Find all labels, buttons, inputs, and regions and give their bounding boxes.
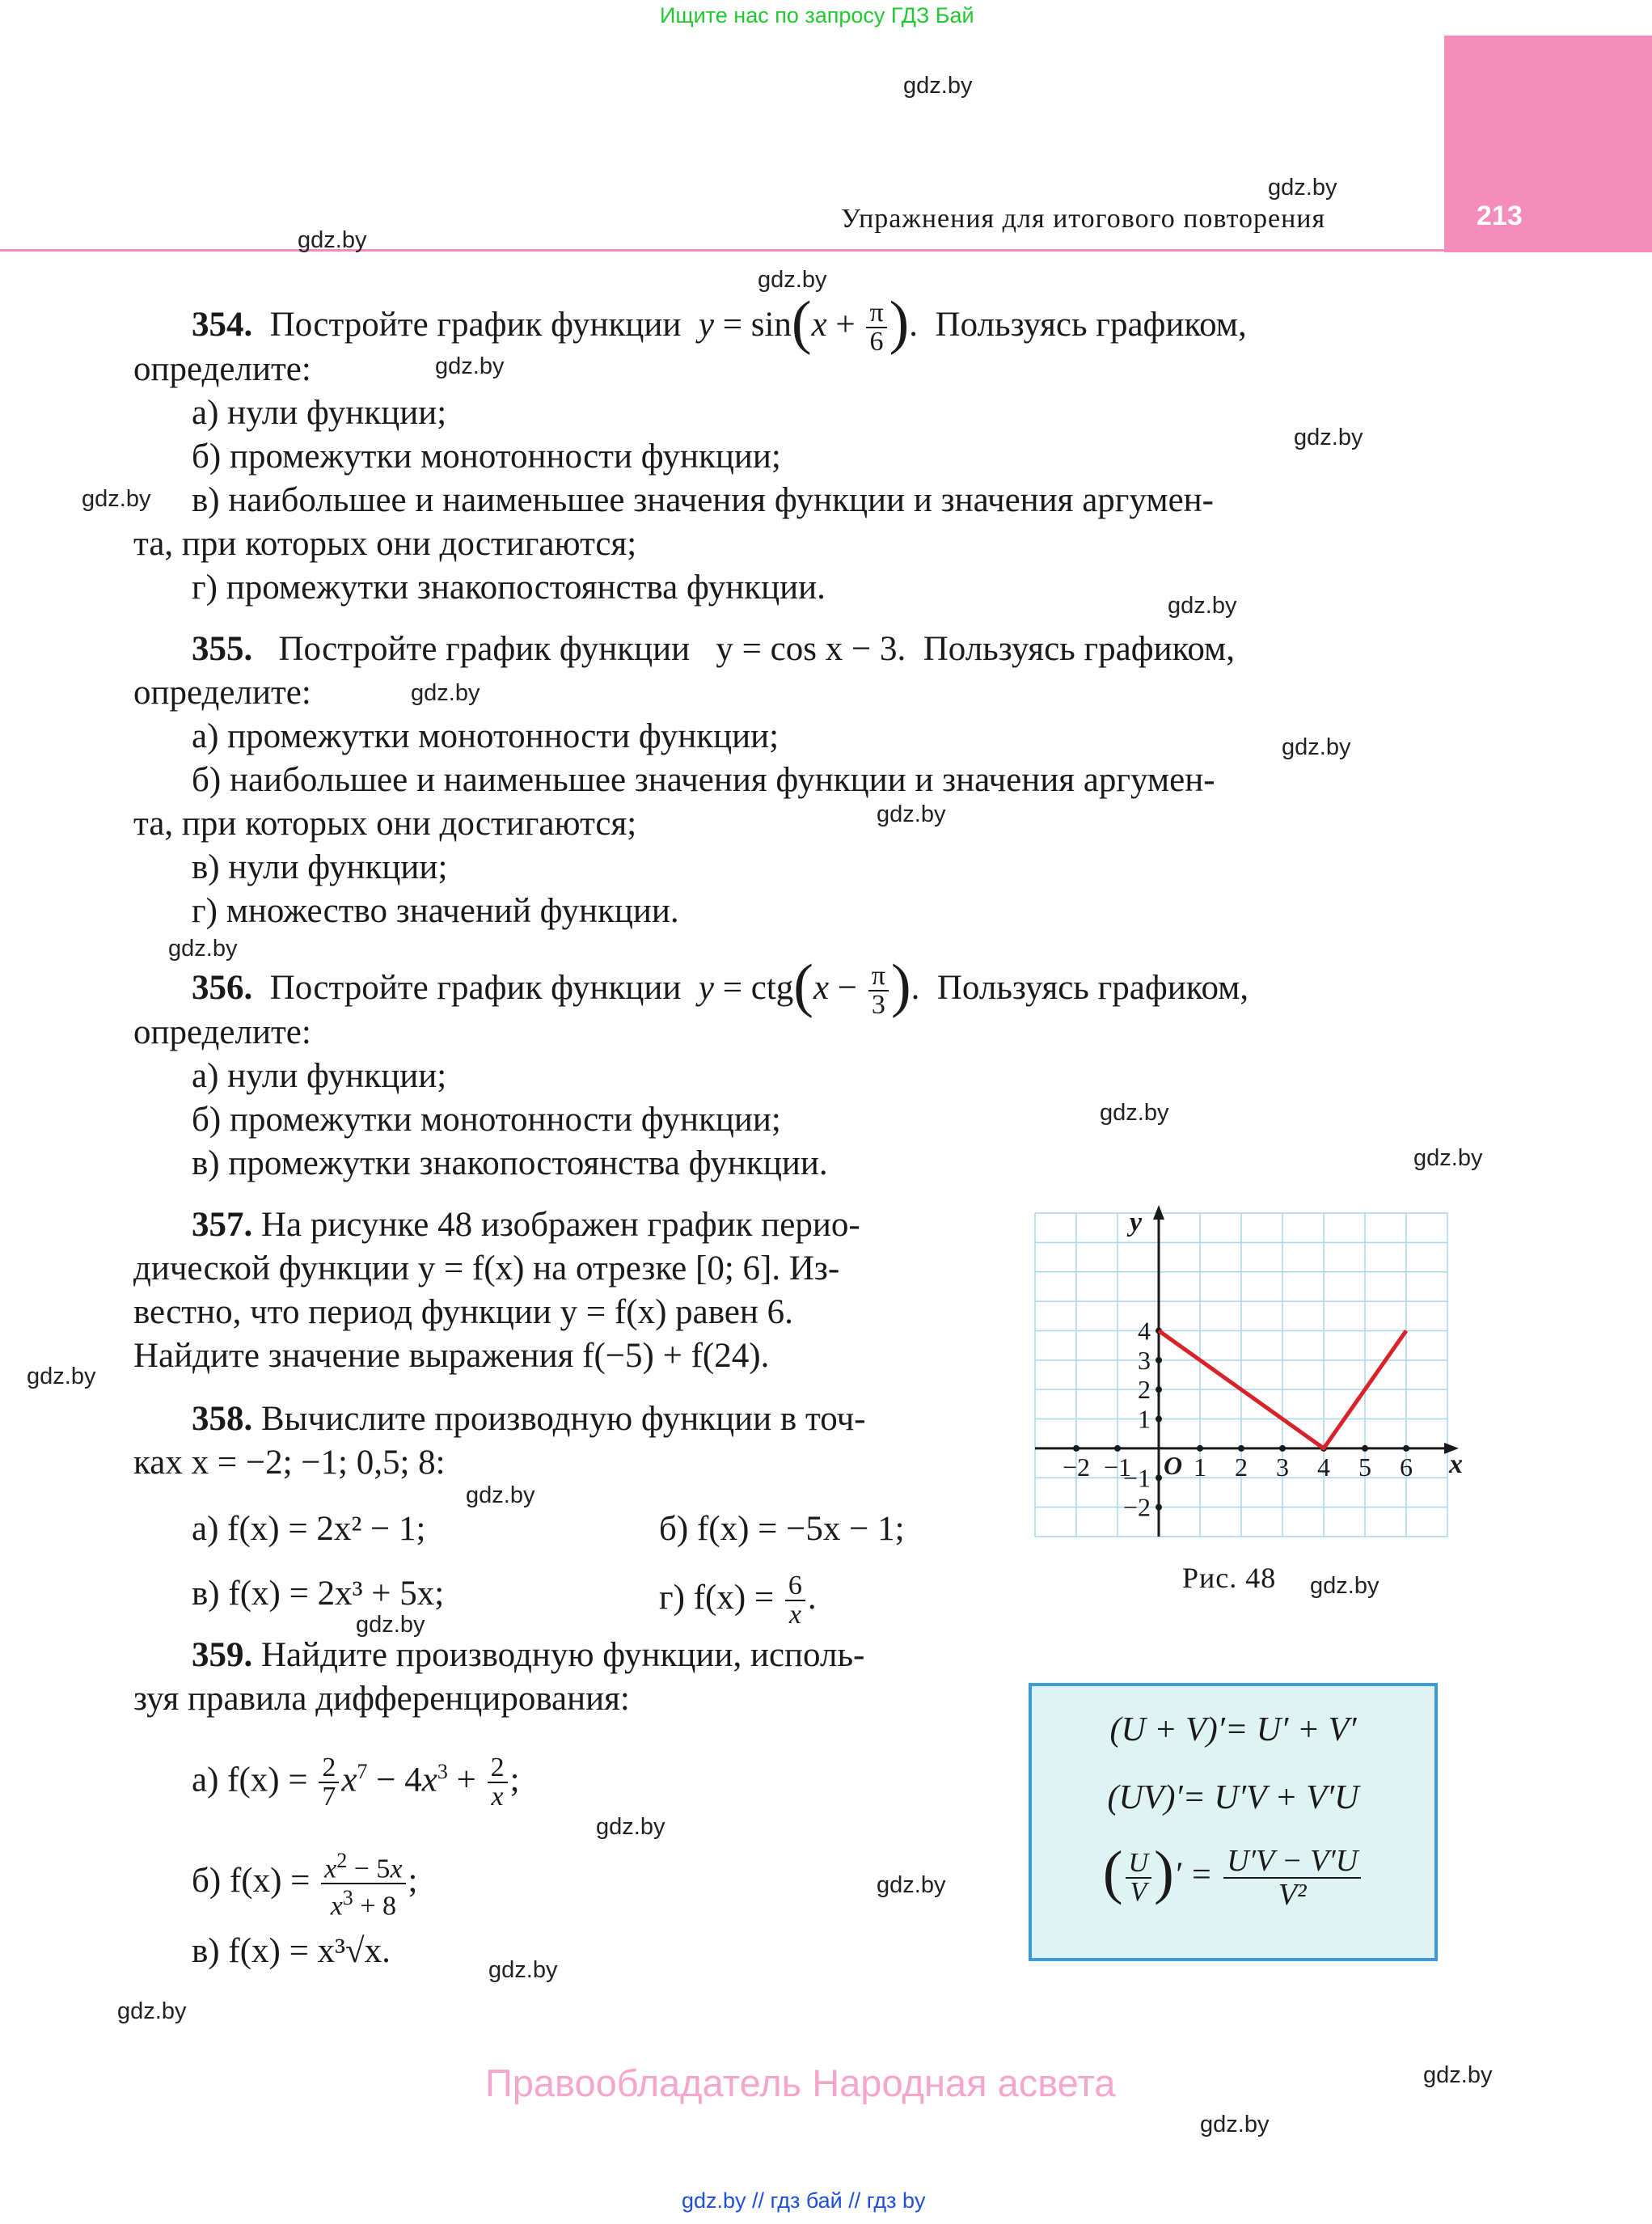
y-axis-arrow [1153,1205,1164,1220]
watermark: gdz.by [1413,1145,1483,1171]
quotient-rule: ( $\frac{U}{V}$ )′ = $\frac{U'V - V'U}{\text{V²}}$ [1032,1845,1434,1911]
running-head: Упражнения для итогового повторения [841,204,1326,234]
watermark: gdz.by [1268,175,1337,201]
x-tick-label: −1 [1103,1452,1132,1482]
x-tick-dot [1279,1445,1286,1452]
watermark: gdz.by [1310,1573,1379,1599]
y-tick-label: 3 [1138,1345,1151,1375]
exercise-354-item-c-cont: та, при которых они достигаются; [133,525,637,563]
watermark: gdz.by [27,1364,96,1389]
exercise-356-item-c: в) промежутки знакопостоянства функции. [192,1144,828,1182]
exercise-359-item-c: в) f(x) = x³√x. [192,1932,391,1970]
figure-caption: Рис. 48 [1182,1562,1277,1594]
x-tick-label: 1 [1194,1452,1206,1482]
exercise-355-item-b: б) наибольшее и наименьшее значения функции и значения аргумен- [192,761,1215,799]
header-rule [0,249,1444,252]
exercise-358-line1: 358. Вычислите производную функции в точ- [192,1400,866,1438]
page-tab [1444,36,1652,252]
watermark: gdz.by [117,1998,187,2024]
y-axis-label: y [1130,1207,1143,1237]
copyright-note: Правообладатель Народная асвета [485,2061,1116,2104]
watermark: gdz.by [1282,734,1351,760]
y-tick-label: −1 [1122,1463,1151,1493]
watermark: gdz.by [1168,593,1237,619]
watermark: gdz.by [411,680,480,706]
watermark: gdz.by [596,1814,665,1840]
top-banner: Ищите нас по запросу ГДЗ Бай [660,3,974,27]
origin-label: O [1164,1450,1183,1480]
watermark: gdz.by [903,73,973,99]
x-tick-dot [1073,1445,1080,1452]
exercise-355-item-d: г) множество значений функции. [192,892,679,930]
page-number: 213 [1477,201,1523,231]
exercise-355-item-c: в) нули функции; [192,848,448,886]
exercise-354-item-b: б) промежутки монотонности функции; [192,438,781,476]
exercise-356-item-b: б) промежутки монотонности функции; [192,1101,781,1139]
watermark: gdz.by [82,486,151,512]
watermark: gdz.by [1200,2112,1270,2137]
y-tick-label: 2 [1138,1375,1151,1405]
x-tick-dot [1403,1445,1409,1452]
exercise-357-line1: 357. На рисунке 48 изображен график перио- [192,1206,860,1244]
exercise-357-line4: Найдите значение выражения f(−5) + f(24). [133,1337,770,1375]
figure-48-chart [1023,1205,1463,1561]
x-axis-label: x [1449,1448,1463,1479]
exercise-355-item-b-cont: та, при которых они достигаются; [133,805,637,843]
watermark: gdz.by [466,1482,535,1508]
exercise-357-line3: вестно, что период функции y = f(x) равен 6. [133,1293,793,1331]
x-tick-label: 6 [1400,1452,1413,1482]
watermark: gdz.by [877,801,946,827]
exercise-358-item-b: б) f(x) = −5x − 1; [659,1510,905,1548]
watermark: gdz.by [356,1612,425,1638]
exercise-354-item-c: в) наибольшее и наименьшее значения функции и значения аргумен- [192,481,1214,519]
exercise-355-line2: определите: [133,674,311,712]
watermark: gdz.by [758,267,827,293]
x-tick-dot [1114,1445,1121,1452]
footer-links[interactable]: gdz.by // гдз бай // гдз by [682,2188,926,2213]
x-tick-label: 4 [1317,1452,1330,1482]
watermark: gdz.by [168,936,238,962]
y-tick-dot [1156,1416,1162,1423]
product-rule: (UV)′= U′V + V′U [1107,1779,1359,1816]
y-tick-label: 1 [1138,1404,1151,1434]
exercise-354-line1: 354. Постройте график функции y = sin(x + $\frac{\pi}{6}$ ). Пользуясь графиком, [192,289,1247,357]
watermark: gdz.by [1100,1100,1169,1126]
x-tick-dot [1197,1445,1203,1452]
y-tick-dot [1156,1504,1162,1511]
y-tick-dot [1156,1386,1162,1393]
y-tick-label: −2 [1122,1492,1151,1522]
x-tick-label: −2 [1062,1452,1091,1482]
exercise-358-line2: ках x = −2; −1; 0,5; 8: [133,1444,446,1482]
exercise-354-item-d: г) промежутки знакопостоянства функции. [192,569,826,607]
exercise-358-item-c: в) f(x) = 2x³ + 5x; [192,1575,445,1613]
watermark: gdz.by [298,227,367,253]
exercise-359-line2: зуя правила дифференцирования: [133,1680,630,1718]
watermark: gdz.by [1294,425,1363,450]
y-tick-dot [1156,1474,1162,1481]
exercise-355-line1: 355. Постройте график функции y = cos x − 3. Пользуясь графиком, [192,630,1235,668]
x-tick-label: 5 [1358,1452,1371,1482]
exercise-356-line2: определите: [133,1013,311,1051]
watermark: gdz.by [488,1957,558,1983]
x-tick-label: 2 [1235,1452,1248,1482]
watermark: gdz.by [877,1872,946,1898]
exercise-358-item-d: г) f(x) = $\frac{6}{x}$ . [659,1571,817,1630]
sum-rule: (U + V)′= U′ + V′ [1109,1711,1357,1748]
x-tick-dot [1238,1445,1244,1452]
derivative-rules-box [1029,1683,1438,1961]
exercise-356-item-a: а) нули функции; [192,1057,447,1095]
exercise-354-item-a: а) нули функции; [192,394,447,432]
exercise-355-item-a: а) промежутки монотонности функции; [192,717,780,755]
exercise-357-line2: дической функции y = f(x) на отрезке [0; 6]. Из- [133,1249,840,1287]
x-tick-dot [1362,1445,1368,1452]
watermark: gdz.by [1423,2062,1493,2088]
exercise-358-item-a: а) f(x) = 2x² − 1; [192,1510,426,1548]
y-tick-label: 4 [1138,1316,1151,1346]
watermark: gdz.by [435,353,505,379]
exercise-356-line1: 356. Постройте график функции y = ctg(x − $\frac{\pi}{3}$ ). Пользуясь графиком, [192,952,1249,1020]
exercise-359-item-b: б) f(x) = $\frac{x^2 - 5x}{x^3 + 8}$ ; [192,1849,418,1922]
y-tick-dot [1156,1357,1162,1364]
exercise-354-line2: определите: [133,350,311,388]
x-tick-label: 3 [1276,1452,1289,1482]
exercise-359-line1: 359. Найдите производную функции, исполь- [192,1636,865,1674]
exercise-359-item-a: а) f(x) = $\frac{2}{7}$ $x^7 - 4x^3$ + $\frac{2}{x}$ ; [192,1753,520,1812]
